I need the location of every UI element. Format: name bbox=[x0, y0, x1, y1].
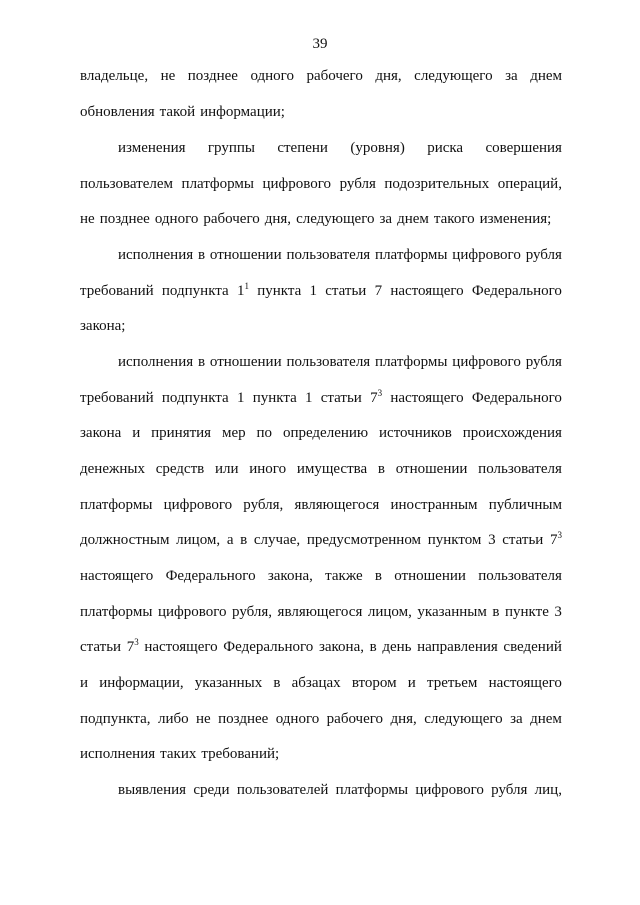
word: обновления bbox=[80, 104, 155, 120]
word: происхождения bbox=[462, 425, 562, 441]
word: по bbox=[256, 425, 273, 441]
word: операций, bbox=[497, 176, 562, 192]
word: пользователя bbox=[478, 461, 562, 477]
word: дня, bbox=[264, 211, 292, 227]
word: а bbox=[226, 532, 234, 548]
word: 1 bbox=[236, 390, 245, 406]
word: информации, bbox=[99, 675, 184, 691]
word: и bbox=[407, 675, 416, 691]
word: также bbox=[325, 568, 363, 584]
word: подпункта bbox=[161, 283, 229, 299]
word: цифрового bbox=[415, 782, 484, 798]
text-line bbox=[80, 603, 562, 621]
word: информации; bbox=[200, 104, 285, 120]
word: в bbox=[377, 461, 386, 477]
word: публичным bbox=[488, 497, 562, 513]
word: имущества bbox=[296, 461, 368, 477]
word: платформы bbox=[80, 497, 153, 513]
word: одного bbox=[275, 711, 320, 727]
word: статьи bbox=[320, 390, 362, 406]
word: подпункта, bbox=[80, 711, 151, 727]
word: рубля, bbox=[243, 497, 284, 513]
word: дня, bbox=[390, 711, 417, 727]
word: настоящего bbox=[390, 283, 464, 299]
word: платформы bbox=[181, 176, 254, 192]
word: за bbox=[379, 211, 393, 227]
word: средств bbox=[155, 461, 205, 477]
word: днем bbox=[530, 68, 562, 84]
word: (уровня) bbox=[350, 140, 405, 156]
word: в bbox=[374, 568, 382, 584]
word: среди bbox=[193, 782, 230, 798]
word: $7^3$ bbox=[549, 530, 562, 548]
word: позднее bbox=[187, 68, 238, 84]
word: днем bbox=[397, 211, 429, 227]
word: Федерального bbox=[223, 639, 314, 655]
word: одного bbox=[154, 211, 199, 227]
text-line bbox=[80, 674, 562, 692]
word: платформы bbox=[335, 782, 409, 798]
word: рубля, bbox=[232, 604, 273, 620]
word: статьи bbox=[80, 639, 122, 655]
word: направления bbox=[417, 639, 498, 655]
word: цифрового bbox=[262, 176, 332, 192]
word: платформы bbox=[80, 604, 153, 620]
word: за bbox=[505, 68, 518, 84]
word: в bbox=[240, 532, 248, 548]
word: пользователя bbox=[286, 354, 371, 370]
text-line bbox=[118, 353, 562, 371]
word: в bbox=[197, 354, 206, 370]
text-line bbox=[118, 781, 562, 799]
word: являющегося bbox=[294, 497, 380, 513]
word: лицом, bbox=[176, 532, 221, 548]
word: третьем bbox=[426, 675, 478, 691]
text-line bbox=[80, 424, 562, 442]
word: случае, bbox=[253, 532, 301, 548]
word: либо bbox=[157, 711, 189, 727]
word: цифрового bbox=[163, 497, 233, 513]
word: предусмотренном bbox=[306, 532, 422, 548]
word: позднее bbox=[218, 711, 269, 727]
word: исполнения bbox=[118, 354, 194, 370]
text-line bbox=[80, 67, 562, 85]
word: $7^3$ bbox=[126, 637, 139, 655]
word: пунктом bbox=[427, 532, 482, 548]
word: и bbox=[132, 425, 141, 441]
word: позднее bbox=[99, 211, 150, 227]
word: рубля bbox=[525, 247, 562, 263]
text-line bbox=[80, 567, 562, 585]
word: исполнения bbox=[118, 247, 194, 263]
word: рубля bbox=[491, 782, 528, 798]
word: мер bbox=[221, 425, 246, 441]
text-line bbox=[80, 638, 562, 656]
page-number: 39 bbox=[312, 36, 328, 52]
word: не bbox=[160, 68, 176, 84]
word: источников bbox=[379, 425, 452, 441]
word: Федерального bbox=[471, 283, 562, 299]
word: изменения; bbox=[479, 211, 552, 227]
word: подпункта bbox=[161, 390, 229, 406]
word: закона, bbox=[318, 639, 364, 655]
word: пользователя bbox=[478, 568, 562, 584]
word: $7^3$ bbox=[370, 388, 383, 406]
word: должностным bbox=[80, 532, 170, 548]
word: втором bbox=[351, 675, 397, 691]
word: следующего bbox=[414, 68, 493, 84]
word: пользователя bbox=[286, 247, 371, 263]
word: закона, bbox=[267, 568, 313, 584]
word: Федерального bbox=[165, 568, 256, 584]
word: принятия bbox=[151, 425, 212, 441]
text-line bbox=[80, 210, 562, 228]
word: закона; bbox=[80, 318, 126, 334]
word: днем bbox=[530, 711, 562, 727]
word: дня, bbox=[375, 68, 402, 84]
word: или bbox=[214, 461, 239, 477]
text-line bbox=[80, 175, 562, 193]
word: платформы bbox=[375, 354, 448, 370]
text-line bbox=[80, 460, 562, 478]
text-line bbox=[80, 282, 562, 300]
word: исполнения bbox=[80, 746, 156, 762]
word: день bbox=[382, 639, 412, 655]
word: отношении bbox=[395, 461, 468, 477]
word: 1 bbox=[304, 390, 313, 406]
word: лицом, bbox=[367, 604, 412, 620]
word: денежных bbox=[80, 461, 145, 477]
text-line bbox=[80, 317, 562, 335]
word: статьи bbox=[325, 283, 367, 299]
word: не bbox=[196, 711, 211, 727]
word: следующего bbox=[296, 211, 375, 227]
word: таких bbox=[160, 746, 197, 762]
word: настоящего bbox=[390, 390, 464, 406]
word: такой bbox=[159, 104, 196, 120]
word: настоящего bbox=[144, 639, 218, 655]
word: совершения bbox=[485, 140, 562, 156]
word: степени bbox=[277, 140, 328, 156]
word: пункта bbox=[252, 390, 297, 406]
word: иного bbox=[249, 461, 287, 477]
text-line bbox=[80, 710, 562, 728]
text-line bbox=[118, 139, 562, 157]
word: одного bbox=[250, 68, 294, 84]
word: за bbox=[510, 711, 523, 727]
word: требований bbox=[80, 390, 154, 406]
word: Федерального bbox=[471, 390, 562, 406]
word: указанных bbox=[194, 675, 263, 691]
word: лиц, bbox=[534, 782, 562, 798]
word: в bbox=[273, 675, 281, 691]
word: пользователем bbox=[80, 176, 173, 192]
word: иностранным bbox=[390, 497, 478, 513]
word: 3 bbox=[488, 532, 496, 548]
word: отношении bbox=[209, 247, 282, 263]
word: выявления bbox=[118, 782, 187, 798]
word: цифрового bbox=[157, 604, 227, 620]
word: не bbox=[80, 211, 95, 227]
text-line bbox=[80, 531, 562, 549]
text-line bbox=[80, 745, 562, 763]
word: и bbox=[80, 675, 89, 691]
word: настоящего bbox=[80, 568, 154, 584]
word: изменения bbox=[118, 140, 186, 156]
word: группы bbox=[207, 140, 255, 156]
word: настоящего bbox=[488, 675, 562, 691]
word: в bbox=[492, 604, 500, 620]
word: пункта bbox=[257, 283, 302, 299]
word: требований; bbox=[201, 746, 280, 762]
word: требований bbox=[80, 283, 154, 299]
word: 1 bbox=[309, 283, 317, 299]
word: пользователей bbox=[236, 782, 329, 798]
word: указанным bbox=[417, 604, 487, 620]
word: пункте bbox=[505, 604, 549, 620]
word: являющегося bbox=[277, 604, 363, 620]
word: в bbox=[197, 247, 206, 263]
word: отношении bbox=[209, 354, 282, 370]
word: абзацах bbox=[291, 675, 341, 691]
word: 7 bbox=[374, 283, 383, 299]
text-line bbox=[80, 389, 562, 407]
word: отношении bbox=[394, 568, 466, 584]
word: риска bbox=[427, 140, 464, 156]
word: в bbox=[369, 639, 377, 655]
text-line bbox=[80, 496, 562, 514]
word: статьи bbox=[502, 532, 544, 548]
word: закона bbox=[80, 425, 122, 441]
word: рубля bbox=[525, 354, 562, 370]
word: рабочего bbox=[306, 68, 363, 84]
word: рубля bbox=[339, 176, 376, 192]
word: сведений bbox=[503, 639, 562, 655]
word: $1^1$ bbox=[236, 281, 249, 299]
word: владельце, bbox=[80, 68, 149, 84]
word: 3 bbox=[554, 604, 562, 620]
word: рабочего bbox=[203, 211, 260, 227]
text-line bbox=[80, 103, 562, 121]
word: рабочего bbox=[326, 711, 384, 727]
text-line bbox=[118, 246, 562, 264]
word: платформы bbox=[375, 247, 448, 263]
word: цифрового bbox=[452, 354, 521, 370]
word: цифрового bbox=[452, 247, 521, 263]
word: такого bbox=[433, 211, 475, 227]
word: подозрительных bbox=[384, 176, 490, 192]
word: определению bbox=[282, 425, 369, 441]
word: следующего bbox=[424, 711, 503, 727]
